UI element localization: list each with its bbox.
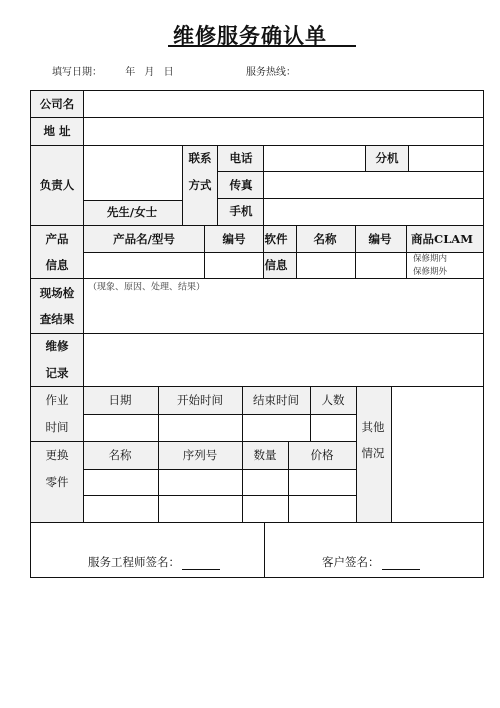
headcount-header: 人数 xyxy=(321,393,345,407)
warranty-out-option: 保修期外 xyxy=(413,267,448,277)
end-time-header: 结束时间 xyxy=(253,393,299,407)
product-label-1: 产品 xyxy=(45,232,69,246)
title-underline xyxy=(168,45,356,47)
mobile-label: 手机 xyxy=(229,204,253,218)
service-hotline xyxy=(246,63,302,78)
salutation-label: 先生/女士 xyxy=(106,205,158,219)
onsite-label-1: 现场检 xyxy=(39,286,75,300)
company-label: 公司名 xyxy=(39,97,75,111)
page-title: 维修服务确认单 xyxy=(173,23,327,48)
customer-signature xyxy=(322,554,420,570)
onsite-label-2: 查结果 xyxy=(39,312,75,326)
onsite-hint: （现象、原因、处理、结果） xyxy=(88,282,206,293)
software-name-header: 名称 xyxy=(313,232,337,246)
software-number-header: 编号 xyxy=(368,232,392,246)
product-model-header: 产品名/型号 xyxy=(113,232,175,246)
day-label: 日 xyxy=(163,67,174,78)
product-number-header: 编号 xyxy=(222,232,246,246)
address-label: 地 址 xyxy=(43,124,71,138)
engineer-signature-line[interactable] xyxy=(182,558,220,570)
serial-number-header: 序列号 xyxy=(182,448,218,462)
warranty-in-option: 保修期内 xyxy=(413,254,448,264)
replace-label-2: 零件 xyxy=(45,475,69,489)
extension-label: 分机 xyxy=(375,151,399,165)
person-in-charge-label: 负责人 xyxy=(39,178,75,192)
customer-signature-line[interactable] xyxy=(382,558,420,570)
replace-label-1: 更换 xyxy=(45,448,69,462)
quantity-header: 数量 xyxy=(253,448,277,462)
start-time-header: 开始时间 xyxy=(177,393,223,407)
other-label-2: 情况 xyxy=(361,446,385,460)
fax-label: 传真 xyxy=(229,178,253,192)
contact-label-2: 方式 xyxy=(188,178,212,192)
other-label-1: 其他 xyxy=(361,420,385,434)
part-name-header: 名称 xyxy=(108,448,132,462)
month-label: 月 xyxy=(144,67,155,78)
repair-label-1: 维修 xyxy=(45,339,69,353)
work-label-1: 作业 xyxy=(45,393,69,407)
year-label: 年 xyxy=(125,67,136,78)
work-label-2: 时间 xyxy=(45,420,69,434)
product-label-2: 信息 xyxy=(45,258,69,272)
clam-header: 商品CLAM xyxy=(411,232,473,246)
fill-date xyxy=(52,63,180,78)
hotline-label: 服务热线： xyxy=(246,67,296,78)
contact-label-1: 联系 xyxy=(188,151,212,165)
customer-signature-label: 客户签名： xyxy=(322,555,380,569)
software-label-2: 信息 xyxy=(264,258,288,272)
price-header: 价格 xyxy=(310,448,334,462)
repair-label-2: 记录 xyxy=(45,366,69,380)
work-date-header: 日期 xyxy=(108,393,132,407)
engineer-signature-label: 服务工程师签名： xyxy=(88,555,180,569)
software-label-1: 软件 xyxy=(264,232,288,246)
phone-label: 电话 xyxy=(229,151,253,165)
fill-date-label: 填写日期： xyxy=(52,67,102,78)
engineer-signature xyxy=(88,554,220,570)
service-form xyxy=(30,90,484,578)
